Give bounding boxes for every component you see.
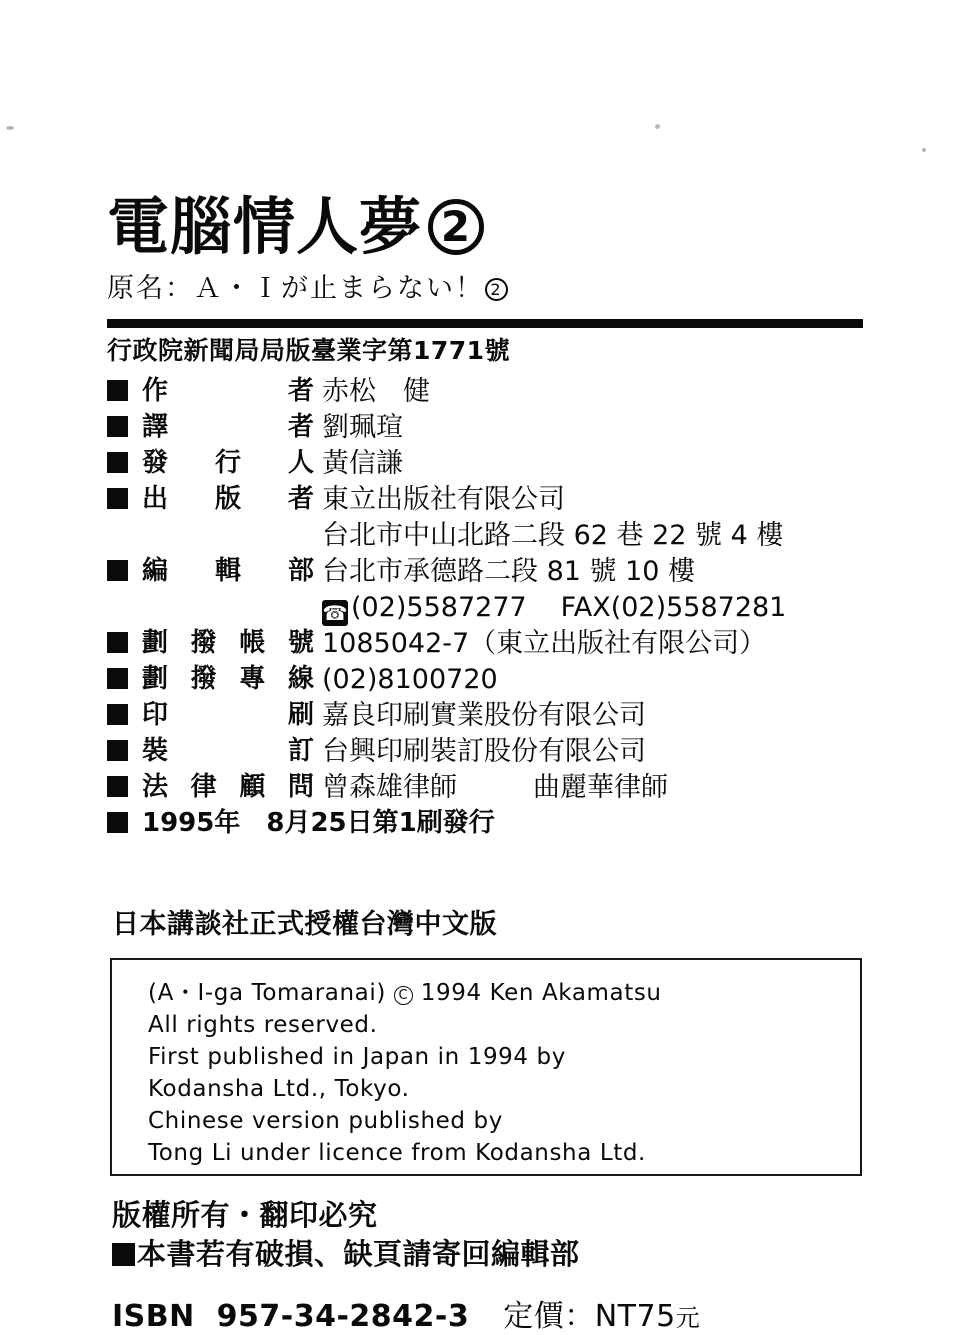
isbn-label: ISBN (112, 1299, 195, 1334)
copyright-line: Tong Li under licence from Kodansha Ltd. (148, 1140, 646, 1166)
price-block (503, 1291, 700, 1335)
government-registration: 行政院新聞局局版臺業字第1771號 (107, 336, 511, 365)
copyright-line: Chinese version published by (148, 1108, 503, 1134)
telephone-icon: ☎ (322, 601, 348, 625)
imprint-table (107, 375, 897, 843)
fax-number: FAX(02)5587281 (560, 592, 787, 623)
copyright-reserved-notice: 版權所有・翻印必究 (112, 1198, 378, 1232)
page-title (107, 190, 877, 263)
copyright-line: First published in Japan in 1994 by (148, 1044, 566, 1070)
imprint-label: 編輯部 (142, 556, 314, 586)
bullet-square-icon (107, 812, 128, 833)
bullet-square-icon (112, 1243, 135, 1266)
scan-speck (6, 126, 14, 130)
original-title-volume: 2 (485, 278, 508, 301)
price-value: NT75 (594, 1299, 676, 1334)
scan-speck (922, 148, 926, 152)
imprint-row-author (107, 375, 897, 411)
imprint-label: 出版者 (142, 484, 314, 514)
copyright-line: All rights reserved. (148, 1012, 378, 1038)
imprint-row-printing (107, 699, 897, 735)
imprint-value: 台北市中山北路二段 62 巷 22 號 4 樓 (322, 520, 784, 551)
imprint-label: 劃撥專線 (142, 664, 314, 694)
imprint-value: 東立出版社有限公司 (322, 484, 565, 515)
isbn-value: 957-34-2842-3 (216, 1299, 470, 1334)
original-title (107, 266, 877, 305)
copyright-line-1a: (A・I-ga Tomaranai) (148, 980, 386, 1006)
lawyer-name-1: 曾森雄律師 (322, 772, 457, 803)
bullet-square-icon (107, 668, 128, 689)
imprint-row-publisher-person (107, 447, 897, 483)
imprint-row-translator (107, 411, 897, 447)
bullet-square-icon (107, 380, 128, 401)
bullet-square-icon (107, 452, 128, 473)
imprint-row-publication-date (107, 807, 897, 843)
imprint-label: 發行人 (142, 448, 314, 478)
imprint-row-binding (107, 735, 897, 771)
imprint-label: 譯者 (142, 412, 314, 442)
authorization-line: 日本講談社正式授權台灣中文版 (112, 909, 497, 940)
bullet-square-icon (107, 632, 128, 653)
scan-speck (655, 124, 660, 129)
imprint-value: 台北市承德路二段 81 號 10 樓 (322, 556, 696, 587)
imprint-value: 赤松 健 (322, 376, 430, 407)
bullet-square-icon (107, 740, 128, 761)
imprint-row-contact (107, 591, 897, 627)
imprint-value: 嘉良印刷實業股份有限公司 (322, 700, 646, 731)
price-label: 定價： (503, 1299, 595, 1334)
imprint-label: 印刷 (142, 700, 314, 730)
title-block (107, 190, 877, 305)
damage-return-notice (112, 1234, 892, 1274)
imprint-value: 黃信謙 (322, 448, 403, 479)
imprint-label: 裝訂 (142, 736, 314, 766)
isbn-price-row (112, 1291, 700, 1335)
bullet-square-icon (107, 776, 128, 797)
bullet-square-icon (107, 704, 128, 725)
title-divider (107, 319, 863, 328)
volume-badge: 2 (428, 199, 484, 255)
publication-date: 1995年 8月25日第1刷發行 (142, 808, 495, 838)
imprint-row-postal-hotline (107, 663, 897, 699)
imprint-row-postal-account (107, 627, 897, 663)
imprint-row-legal-counsel (107, 771, 897, 807)
price-unit: 元 (675, 1304, 701, 1332)
phone-number: (02)5587277 (351, 592, 527, 623)
imprint-row-publisher-address (107, 519, 897, 555)
copyright-symbol-icon: C (394, 986, 413, 1005)
footer-notices (112, 1196, 892, 1274)
damage-return-text: 本書若有破損、缺頁請寄回編輯部 (137, 1237, 580, 1271)
copyright-line: Kodansha Ltd., Tokyo. (148, 1076, 410, 1102)
imprint-value-lawyers (322, 771, 668, 804)
bullet-square-icon (107, 416, 128, 437)
main-title-text: 電腦情人夢 (107, 190, 423, 263)
imprint-value: 劉珮瑄 (322, 412, 403, 443)
imprint-label: 法律顧問 (142, 772, 314, 802)
original-title-text: 原名：Ａ・Ｉが止まらない！ (107, 273, 484, 304)
english-copyright-box (110, 958, 862, 1176)
lawyer-name-2: 曲麗華律師 (533, 772, 668, 803)
bullet-square-icon (107, 488, 128, 509)
imprint-value: 台興印刷裝訂股份有限公司 (322, 736, 646, 767)
copyright-line-1b: 1994 Ken Akamatsu (420, 980, 662, 1006)
imprint-row-publisher (107, 483, 897, 519)
imprint-row-editorial (107, 555, 897, 591)
imprint-label: 作者 (142, 376, 314, 406)
imprint-value: (02)8100720 (322, 664, 498, 695)
imprint-label: 劃撥帳號 (142, 628, 314, 658)
bullet-square-icon (107, 560, 128, 581)
copyright-line (148, 977, 860, 1009)
imprint-value-contact (322, 591, 786, 626)
imprint-value: 1085042-7（東立出版社有限公司） (322, 628, 767, 659)
